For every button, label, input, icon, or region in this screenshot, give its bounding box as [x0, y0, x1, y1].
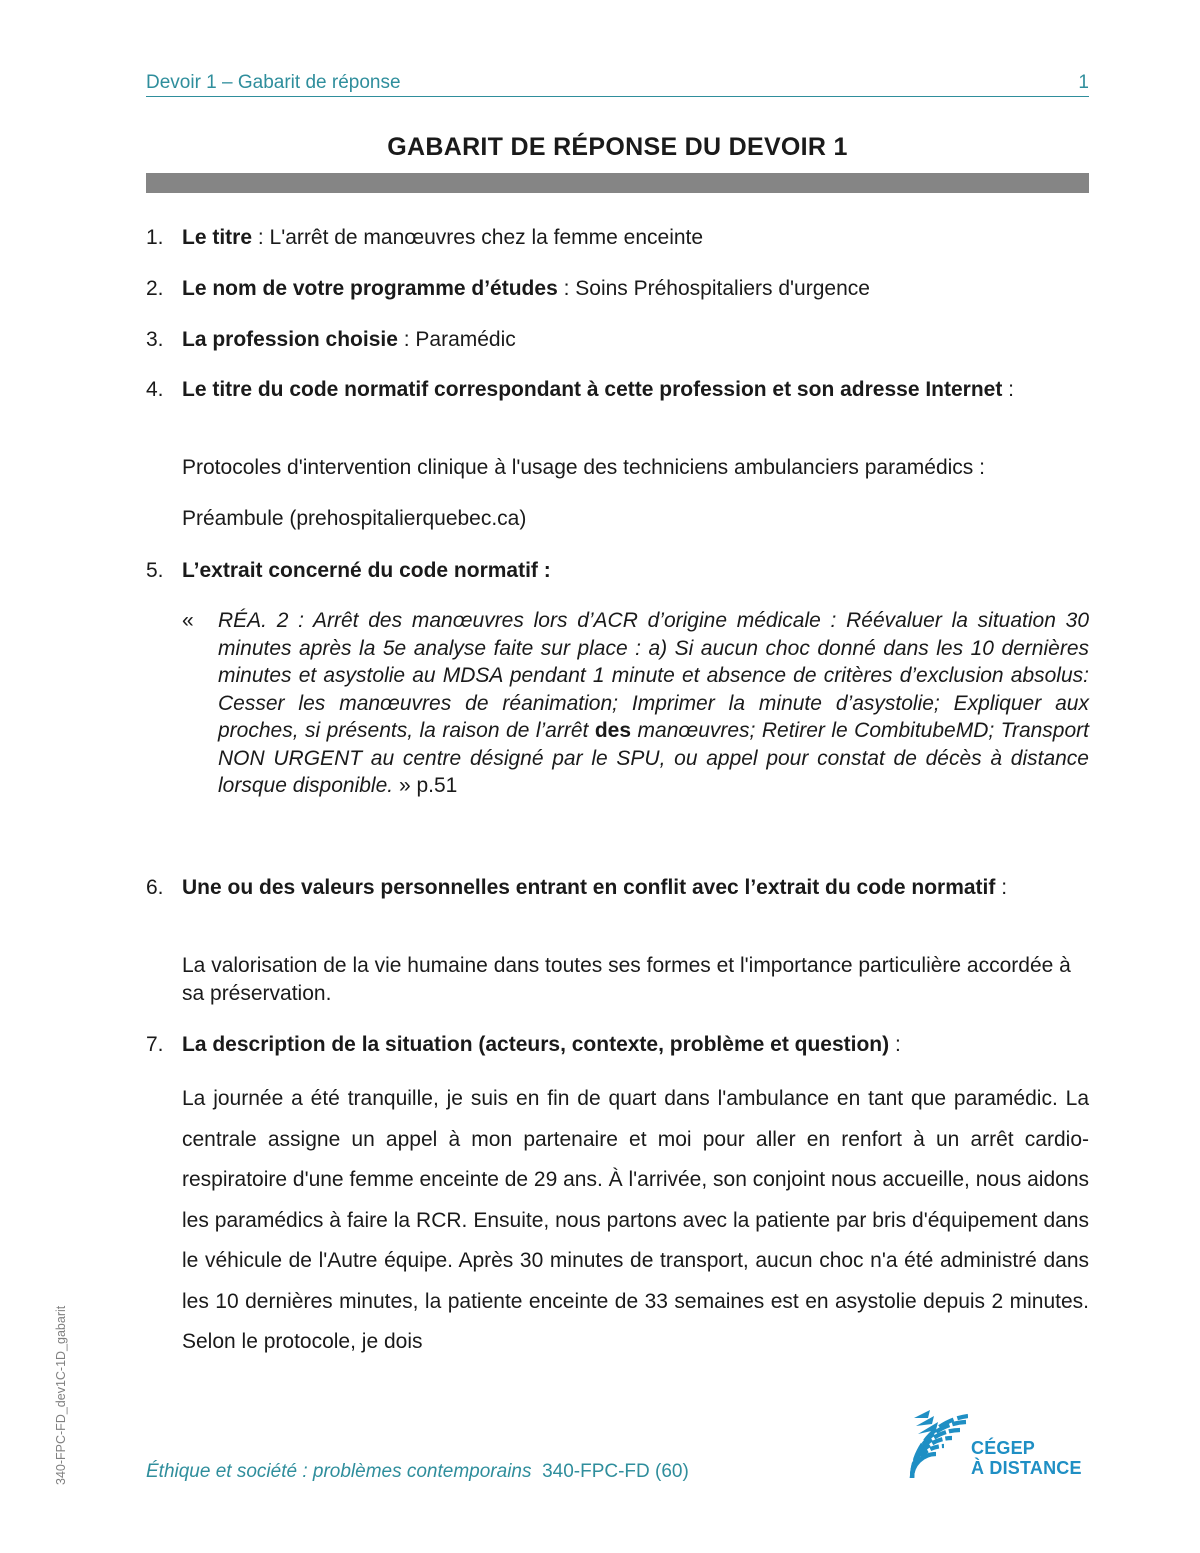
item-value: L'arrêt de manœuvres chez la femme enceinte: [269, 226, 704, 249]
item-number: 3.: [146, 328, 164, 351]
quote-close-reference: » p.51: [398, 774, 458, 797]
item-label: La description de la situation (acteurs, contexte, problème et question): [182, 1033, 890, 1056]
logo-waves-icon: [908, 1408, 968, 1483]
item-number: 4.: [146, 378, 164, 401]
item6-answer: La valorisation de la vie humaine dans toutes ses formes et l'importance particulière accordée à sa préservation.: [182, 954, 1071, 1005]
page-header: [146, 70, 1089, 97]
item-number: 2.: [146, 277, 164, 300]
cegep-a-distance-logo: [908, 1408, 1088, 1483]
quote-text-part1: RÉA. 2 : Arrêt des manœuvres lors d’ACR d’origine médicale : Réévaluer la situation 30 minutes après la 5e analyse faite sur place : a) Si aucun choc donné dans les 10 dernières minutes et asystolie au MDSA pendant 1 minute et absence de critères d’exclusion absolus: Cesser les manœuvres de réanimation; Imprimer la minute d’asystolie; Expliquer aux proches, si présents, la raison de l’arrêt: [218, 609, 1089, 742]
item-number: 6.: [146, 876, 164, 899]
item-separator: :: [995, 876, 1008, 899]
quote-text-bold: des: [594, 719, 632, 742]
footer-course-title: Éthique et société : problèmes contemporains: [146, 1461, 532, 1482]
item-label: L’extrait concerné du code normatif :: [182, 559, 551, 582]
item-label: La profession choisie: [182, 328, 398, 351]
item-separator: :: [397, 328, 416, 351]
item-label: Le titre: [182, 226, 253, 249]
item-number: 1.: [146, 226, 164, 249]
quote-open-mark: «: [182, 609, 194, 632]
item-label: Le titre du code normatif correspondant à cette profession et son adresse Internet: [182, 378, 1003, 401]
document-side-code: 340-FPC-FD_dev1C-1D_gabarit: [54, 1305, 68, 1485]
item-separator: :: [889, 1033, 901, 1056]
logo-line2: À DISTANCE: [971, 1458, 1082, 1478]
title-divider-bar: [146, 173, 1089, 193]
quote-body: [218, 607, 1089, 800]
page-number: 1: [1078, 72, 1089, 93]
logo-line1: CÉGEP: [971, 1438, 1036, 1458]
item-value: Soins Préhospitaliers d'urgence: [575, 277, 870, 300]
item-label: Le nom de votre programme d’études: [182, 277, 558, 300]
item-label: Une ou des valeurs personnelles entrant en conflit avec l’extrait du code normatif: [182, 876, 996, 899]
item-number: 7.: [146, 1033, 164, 1056]
footer-course-code: 340-FPC-FD (60): [542, 1461, 689, 1482]
header-title: Devoir 1 – Gabarit de réponse: [146, 72, 401, 93]
page-footer: [146, 1461, 689, 1483]
item-number: 5.: [146, 559, 164, 582]
item4-answer-line2: Préambule (prehospitalierquebec.ca): [182, 507, 527, 530]
item-separator: :: [252, 226, 270, 249]
item4-answer-line1: Protocoles d'intervention clinique à l'usage des techniciens ambulanciers paramédics :: [182, 456, 985, 479]
situation-description: La journée a été tranquille, je suis en fin de quart dans l'ambulance en tant que paramédic. La centrale assigne un appel à mon partenaire et moi pour aller en renfort à un arrêt cardio-respiratoire d'une femme enceinte de 29 ans. À l'arrivée, son conjoint nous accueille, nous aidons les paramédics à faire la RCR. Ensuite, nous partons avec la patiente par bris d'équipement dans le véhicule de l'Autre équipe. Après 30 minutes de transport, aucun choc n'a été administré dans les 10 dernières minutes, la patiente enceinte de 33 semaines est en asystolie depuis 2 minutes. Selon le protocole, je dois: [182, 1087, 1089, 1353]
item-separator: :: [1002, 378, 1015, 401]
item-separator: :: [557, 277, 576, 300]
item-value: Paramédic: [415, 328, 516, 351]
quote-text-part2: manœuvres; Retirer le CombitubeMD; Transport NON URGENT au centre désigné par le SPU, ou appel pour constat de décès à distance lorsque disponible.: [218, 719, 1089, 797]
document-title: GABARIT DE RÉPONSE DU DEVOIR 1: [387, 133, 848, 161]
